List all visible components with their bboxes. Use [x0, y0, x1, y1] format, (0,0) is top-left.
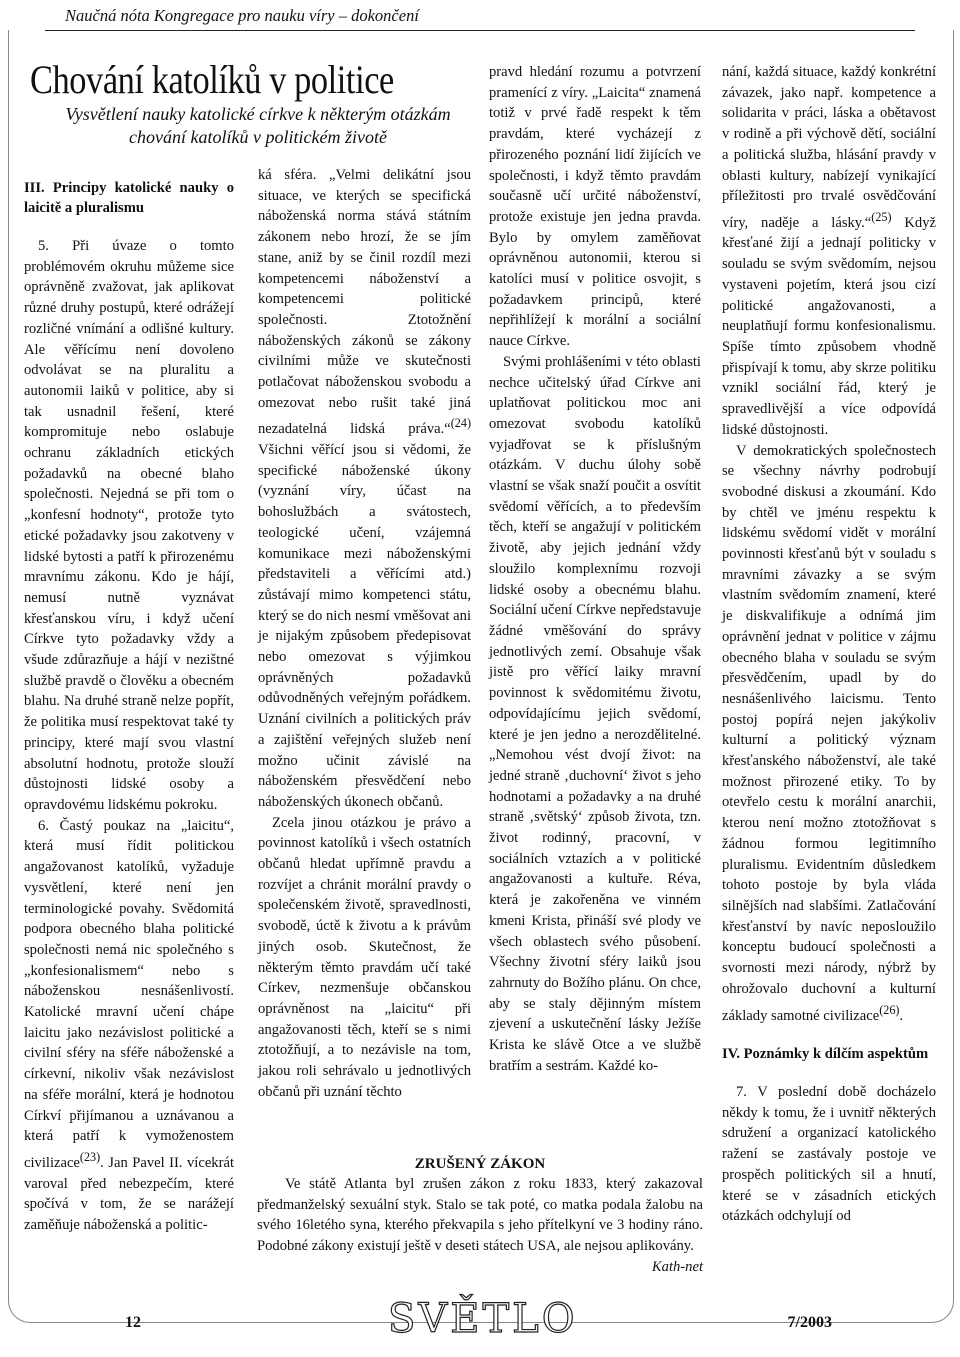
paragraph [722, 441, 936, 1027]
footnote-ref: (23) [79, 1149, 101, 1164]
column-1 [24, 178, 234, 1236]
magazine-logo: SVĚTLO [388, 1296, 578, 1342]
issue-number: 7/2003 [787, 1314, 832, 1331]
column-4 [722, 62, 936, 1227]
header-bar [45, 0, 915, 31]
section-heading-3: III. Principy katolické nauky o laicitě a pluralismu [24, 180, 234, 216]
news-box-text [257, 1174, 703, 1275]
paragraph-text: Všichni věřící jsou si vědomi, že specifické náboženské úkony (vyznání víry, účast na bohoslužbách a svátostech, teologické učení, vzájemná komunikace mezi náboženskými představiteli a věřícími atd.) zůstávají mimo kompetenci státu, který se do nich nesmí vměšovat ani je nijakým způsobem předepisovat nebo omezovat s výjimkou oprávněných požadavků odůvodněných veřejným pořádkem. Uznání civilních a politických práv a zajištění veřejných služeb není možno učinit závislé na náboženském přesvědčení nebo náboženských úkonech občanů. [258, 442, 471, 810]
news-box-source: Kath-net [651, 1258, 703, 1275]
section-heading-4: IV. Poznámky k dílčím aspektům [722, 1046, 929, 1063]
page-number: 12 [125, 1314, 141, 1331]
column-3 [489, 62, 701, 1076]
paragraph [258, 165, 471, 813]
article-subtitle: Vysvětlení nauky katolické církve k některým otázkám chování katolíků v politickém životě [65, 104, 451, 147]
column-2 [258, 165, 471, 1103]
footnote-ref: (25) [871, 209, 892, 224]
paragraph: Zcela jinou otázkou je právo a povinnost katolíků i všech ostatních občanů hledat upřímně pravdu a rozvíjet a chránit morální pravdy o společenském životě, spravedlnosti, svobodě, úctě k životu a k právům jiných osob. Skutečnost, že některým těmto pravdám učí také Církev, nezmenšuje občanskou oprávněnost na „laicitu“ při angažovanosti těch, kteří se s nimi ztotožňují, a to nezávisle na tom, jakou roli sehrávalo u jednotlivých občanů při uznání těchto [258, 814, 471, 1100]
news-box-title: ZRUŠENÝ ZÁKON [414, 1156, 546, 1172]
paragraph-text: ká sféra. „Velmi delikátní jsou situace, ve kterých se specifická náboženská norma stává státním zákonem nebo hrozí, že se jím stane, aniž by se činil rozdíl mezi kompetencemi náboženství a kompetencemi politické společnosti. Ztotožnění náboženských zákonů se zákony civilními může ve skutečnosti potlačovat náboženskou svobodu a omezovat nebo rušit také jiná nezadatelná lidská práva.“ [258, 167, 471, 438]
footnote-ref: (26) [879, 1002, 900, 1017]
paragraph [24, 816, 234, 1236]
paragraph: pravd hledání rozumu a potvrzení pramenící z víry. „Laicita“ znamená totiž v prvé řadě respekt k těm pravdám, které vycházejí z přirozeného poznání lidí žijících ve společnosti, i když těmto pravdám současně učí určité náboženství, protože existuje jen jedna pravda. Bylo by omylem zaměňovat oprávněnou autonomii, kterou si katolíci musí v politice osvojit, s požadavkem principů, které nepřihlížejí k morální a sociální nauce Církve. [489, 64, 701, 350]
paragraph-text: . Jan Pavel II. vícekrát varoval před nebezpečím, které spočívá v tom, že se narážejí zaměňuje náboženská a politic- [24, 1154, 234, 1233]
paragraph: 5. Při úvaze o tomto problémovém okruhu můžeme sice oprávněně zvažovat, jak aplikovat různé druhy postupů, které odrážejí rozličné vnímání a odlišné kultury. Ale věřícímu není dovoleno odvolávat se na pluralitu a autonomii laiků v politice, aby si tak usnadnil řešení, které kompromituje nebo oslabuje ochranu základních etických požadavků na obecné blaho společnosti. Nejedná se při tom o „konfesní hodnoty“, protože tyto etické požadavky jsou zakotveny v lidské bytosti a patří k přirozenému mravnímu zákonu. Kdo je hájí, nemusí nutně vyznávat křesťanskou víru, i když učení Církve tyto požadavky vždy a všude zdůrazňuje a hájí v nezištné službě pravdě o člověku a obecném blahu. Na druhé straně nelze popřít, že politika musí respektovat také ty principy, které mají svou vlastní absolutní hodnotu, protože slouží důstojnosti lidské osoby a opravdovému lidskému pokroku. [24, 238, 234, 813]
paragraph-text: . [899, 1007, 904, 1024]
paragraph-text: Když křesťané žijí a jednají politicky v souladu se svým svědomím, nejsou vystaveni pojetím, která jsou cizí politické angažovanosti, a neuplatňují formu konfesionalismu. Spíše tímto způsobem vhodně přispívají k tomu, aby skrze politiku vznikl sociální řád, který je spravedlivější a více odpovídá lidské důstojnosti. [722, 214, 936, 438]
paragraph-text: V demokratických společnostech se všechny návrhy podrobují svobodné diskusi a zkoumání. Kdo by chtěl ve jménu respektu k lidskému svědomí vidět v morální povinnosti křesťanů být v souladu s mravními závazky a se svým vlastním svědomím znamení, které je diskvalifikuje a odnímá jim oprávnění jednat v politice v zájmu obecného blaha v souladu se svým přesvědčením, upadl by do nesnášenlivého laicismu. Tento postoj popírá nejen jakýkoliv kulturní a politický význam křesťanského náboženství, ale také možnost přirozené etiky. To by otevřelo cestu k morální anarchii, kterou není možno ztotožňovat s žádnou formou legitimního pluralismu. Evidentním důsledkem tohoto postoje by byla vláda silnějších nad slabšími. Zatlačování křesťanství by navíc neposloužilo konceptu budoucí společnosti a svornosti mezi národy, nýbrž by ohrožovalo duchovní a kulturní základy samotné civilizace [722, 442, 936, 1024]
paragraph: 7. V poslední době docházelo někdy k tomu, že i uvnitř některých sdružení a organizací katolického ražení se zastávaly postoje ve prospěch politických sil a hnutí, které se v zásadních etických otázkách odchylují od [722, 1084, 936, 1225]
paragraph: Svými prohlášeními v této oblasti nechce učitelský úřad Církve ani uplatňovat politickou moc ani omezovat svobodu katolíků vyjadřovat se k příslušným otázkám. V duchu úlohy sobě vlastní se však snaží poučit a osvítit svědomí věřících, a to především těch, kteří se angažují v politickém životě, aby jejich jednání vždy sloužilo komplexnímu rozvoji lidské osoby a obecnému blahu. Sociální učení Církve nepředstavuje žádné vměšování do správy jednotlivých zemí. Obsahuje však jistě pro věřící laiky mravní povinnost k svědomitému životu, odpovídajícímu jejich svědomí, které je jen jedno a nerozdělitelné. „Nemohou vést dvojí život: na jedné straně ‚duchovní‘ život s jeho hodnotami a požadavky a na druhé straně ‚světský‘ způsob života, tzn. život rodinný, pracovní, v sociálních vztazích a v politické angažovanosti a kultuře. Réva, která je zakořeněna ve vinném kmeni Krista, přináší své plody ve všech oblastech svého působení. Všechny životní sféry laiků jsou zahrnuty do Božího plánu. On chce, aby se staly dějinným místem zjevení a uskutečnění lásky Ježíše Krista ke slávě Otce a ve službě bratřím a sestrám. Každé ko- [489, 353, 701, 1074]
footnote-ref: (24) [450, 416, 471, 431]
news-box [257, 1152, 703, 1284]
paragraph-text: 6. Častý poukaz na „laicitu“, která musí řídit politickou angažovanost katolíků, vyžaduje vysvětlení, které není jen terminologické povahy. Svědomitá podpora obecného blaha politické společnosti nemá nic společného s „konfesionalismem“ nebo s náboženskou nesnášenlivostí. Katolické mravní učení chápe laicitu jako nezávislost politické a civilní sféry na sféře náboženské a církevní, nikoliv však nezávislost na sféře morální, která je hodnotou Církví přijímanou a uznávanou a která patří k vymoženostem civilizace [24, 817, 234, 1171]
article-title: Chování katolíků v politice [30, 57, 394, 102]
paragraph [722, 62, 936, 441]
header-kicker: Naučná nóta Kongregace pro nauku víry – dokončení [65, 6, 419, 25]
news-box-body: Ve státě Atlanta byl zrušen zákon z roku 1833, který zakazoval předmanželský sexuální styk. Stalo se tak poté, co matka podala žalobu na svého 16letého syna, kterého překvapila s jeho přítelkyní ve 3 hodiny ráno. Podobné zákony existují ještě v deseti státech USA, ale nejsou aplikovány. [257, 1176, 703, 1255]
paragraph-text: nání, každá situace, každý konkrétní závazek, jako např. kompetence a solidarita v práci, láska a obětavost v rodině a při výchově dětí, sociální a politická služba, hlásání pravdy v oblasti kultury, nabízejí vynikající příležitosti pro trvalé osvědčování víry, naděje a lásky.“ [722, 64, 936, 231]
